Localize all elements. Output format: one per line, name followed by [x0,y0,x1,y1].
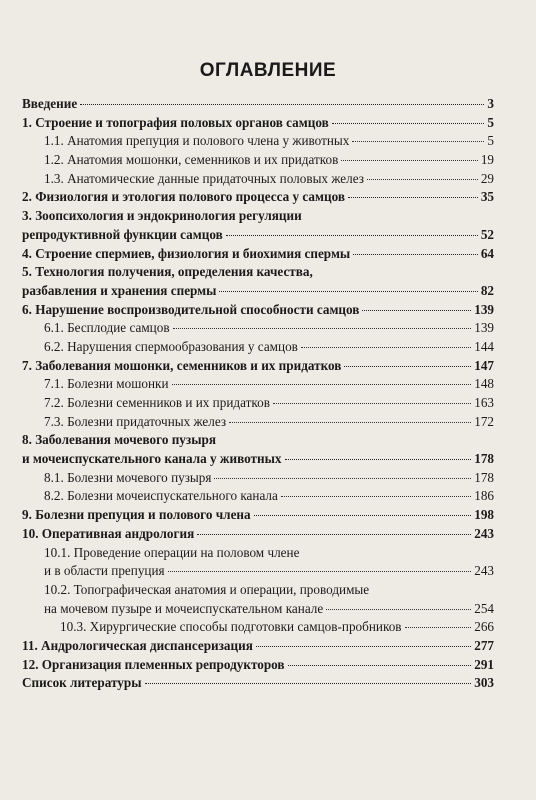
toc-entry-title: 1.1. Анатомия препуция и полового члена у животных [44,133,350,149]
toc-entry[interactable] [22,95,494,114]
toc-entry[interactable] [22,469,494,488]
toc-entry[interactable] [22,188,494,207]
toc-entry-title: на мочевом пузыре и мочеиспускательном канале [44,600,324,616]
toc-entry-title: 2. Физиология и этология полового процесса у самцов [22,189,345,205]
toc-entry-title: и мочеиспускательного канала у животных [22,451,282,467]
toc-entry-page-number: 303 [474,675,494,691]
dot-leader [226,235,478,236]
toc-entry-title: Список литературы [22,675,142,691]
toc-entry-title: 4. Строение спермиев, физиология и биохимия спермы [22,245,351,261]
toc-entry[interactable] [22,656,494,675]
toc-entry-title: 12. Организация племенных репродукторов [22,656,285,672]
toc-entry-page-number: 35 [480,189,494,205]
toc-entry-page-number: 3 [487,96,494,111]
dot-leader [285,459,472,460]
toc-entry[interactable] [22,282,494,301]
dot-leader [214,478,471,479]
toc-entry-title: 6. Нарушение воспроизводительной способности самцов [22,301,360,317]
toc-entry-page-number: 5 [487,114,494,130]
dot-leader [273,403,471,404]
dot-leader [80,104,484,105]
toc-entry-page-number: 52 [480,226,494,242]
dot-leader [145,683,472,684]
toc-entry-page-number: 139 [474,301,494,317]
toc-entry-title: репродуктивной функции самцов [22,226,223,242]
toc-entry-page-number: 291 [474,656,494,672]
toc-entry-page-number: 172 [474,413,494,429]
toc-entry-page-number: 19 [480,152,494,168]
toc-entry-page-number: 178 [474,469,494,485]
toc-entry[interactable] [22,487,494,506]
toc-entry-page-number: 186 [474,488,494,504]
toc-entry-page-number: 243 [474,563,494,579]
dot-leader [197,534,471,535]
dot-leader [281,496,471,497]
toc-entry-title-line: 10.2. Топографическая анатомия и операции, проводимые [44,581,370,597]
toc-entry-title-line: 3. Зоопсихология и эндокринология регуляции [22,208,302,224]
toc-entry-title: 7. Заболевания мошонки, семенников и их придатков [22,357,342,373]
toc-entry[interactable] [22,319,494,338]
toc-entry-page-number: 178 [474,451,494,467]
toc-entry[interactable] [22,394,494,413]
toc-entry-page-number: 139 [474,320,494,336]
toc-entry-title: 10.3. Хирургические способы подготовки самцов-пробников [60,619,402,635]
toc-entry[interactable] [22,562,494,581]
toc-entry[interactable] [22,132,494,151]
toc-entry-title-line: 10.1. Проведение операции на половом члене [44,544,300,560]
dot-leader [332,123,485,124]
toc-entry[interactable] [22,226,494,245]
dot-leader [405,627,472,628]
toc-heading: ОГЛАВЛЕНИЕ [199,60,337,81]
toc-entry[interactable] [22,450,494,469]
toc-entry-title: 7.2. Болезни семенников и их придатков [44,395,270,410]
toc-entry[interactable] [22,618,494,637]
toc-entry[interactable] [22,151,494,170]
dot-leader [301,347,471,348]
toc-entry-page-number: 147 [474,357,494,373]
toc-entry[interactable] [22,170,494,189]
toc-entry-title: 11. Андрологическая диспансеризация [22,637,253,653]
dot-leader [173,328,472,329]
toc-entry-page-number: 5 [487,133,494,149]
toc-entry[interactable] [22,114,494,133]
table-of-contents [22,95,494,693]
dot-leader [367,179,478,180]
dot-leader [172,384,472,385]
toc-entry[interactable] [22,413,494,432]
toc-entry-title-line: 8. Заболевания мочевого пузыря [22,432,216,448]
toc-entry[interactable] [22,375,494,394]
dot-leader [229,422,471,423]
toc-entry-page-number: 198 [474,507,494,523]
toc-entry[interactable] [22,338,494,357]
toc-entry-title: 10. Оперативная андрология [22,525,195,541]
dot-leader [219,291,477,292]
toc-entry-title: 8.2. Болезни мочеиспускательного канала [44,488,278,504]
dot-leader [341,160,477,161]
toc-entry-title-line: 5. Технология получения, определения качества, [22,264,313,280]
dot-leader [362,310,471,311]
toc-entry-page-number: 64 [480,245,494,261]
dot-leader [348,197,478,198]
toc-entry-page-number: 29 [480,170,494,186]
dot-leader [168,571,472,572]
toc-entry-title: разбавления и хранения спермы [22,282,217,298]
toc-entry-title: 1.3. Анатомические данные придаточных половых желез [44,170,364,186]
toc-entry-title: 9. Болезни препуция и полового члена [22,507,251,523]
toc-entry[interactable] [22,525,494,544]
dot-leader [254,515,472,516]
toc-entry-title: 1.2. Анатомия мошонки, семенников и их придатков [44,152,339,168]
toc-entry-page-number: 254 [474,600,494,616]
toc-entry-page-number: 144 [474,338,494,354]
toc-entry-title: 6.2. Нарушения спермообразования у самцов [44,338,298,354]
dot-leader [288,665,472,666]
toc-entry-page-number: 148 [474,376,494,392]
dot-leader [352,141,484,142]
toc-entry-page-number: 266 [474,619,494,635]
toc-entry[interactable] [22,637,494,656]
dot-leader [326,609,471,610]
toc-entry[interactable] [22,600,494,619]
toc-entry[interactable] [22,506,494,525]
toc-entry-page-number: 243 [474,525,494,541]
toc-entry-title: 7.1. Болезни мошонки [44,376,169,392]
toc-entry[interactable] [22,301,494,320]
dot-leader [353,254,478,255]
toc-entry-title: и в области препуция [44,563,165,579]
toc-entry[interactable] [22,357,494,376]
toc-entry-title: 7.3. Болезни придаточных желез [44,413,227,429]
dot-leader [344,366,471,367]
toc-entry-title: 8.1. Болезни мочевого пузыря [44,469,212,485]
toc-entry-page-number: 163 [474,395,494,410]
toc-entry-title: 6.1. Бесплодие самцов [44,320,170,336]
dot-leader [256,646,471,647]
toc-entry-title: Введение [22,96,78,111]
toc-entry-title: 1. Строение и топография половых органов самцов [22,114,329,130]
toc-entry[interactable] [22,674,494,693]
toc-entry-page-number: 82 [480,282,494,298]
toc-entry[interactable] [22,245,494,264]
toc-entry-page-number: 277 [474,637,494,653]
